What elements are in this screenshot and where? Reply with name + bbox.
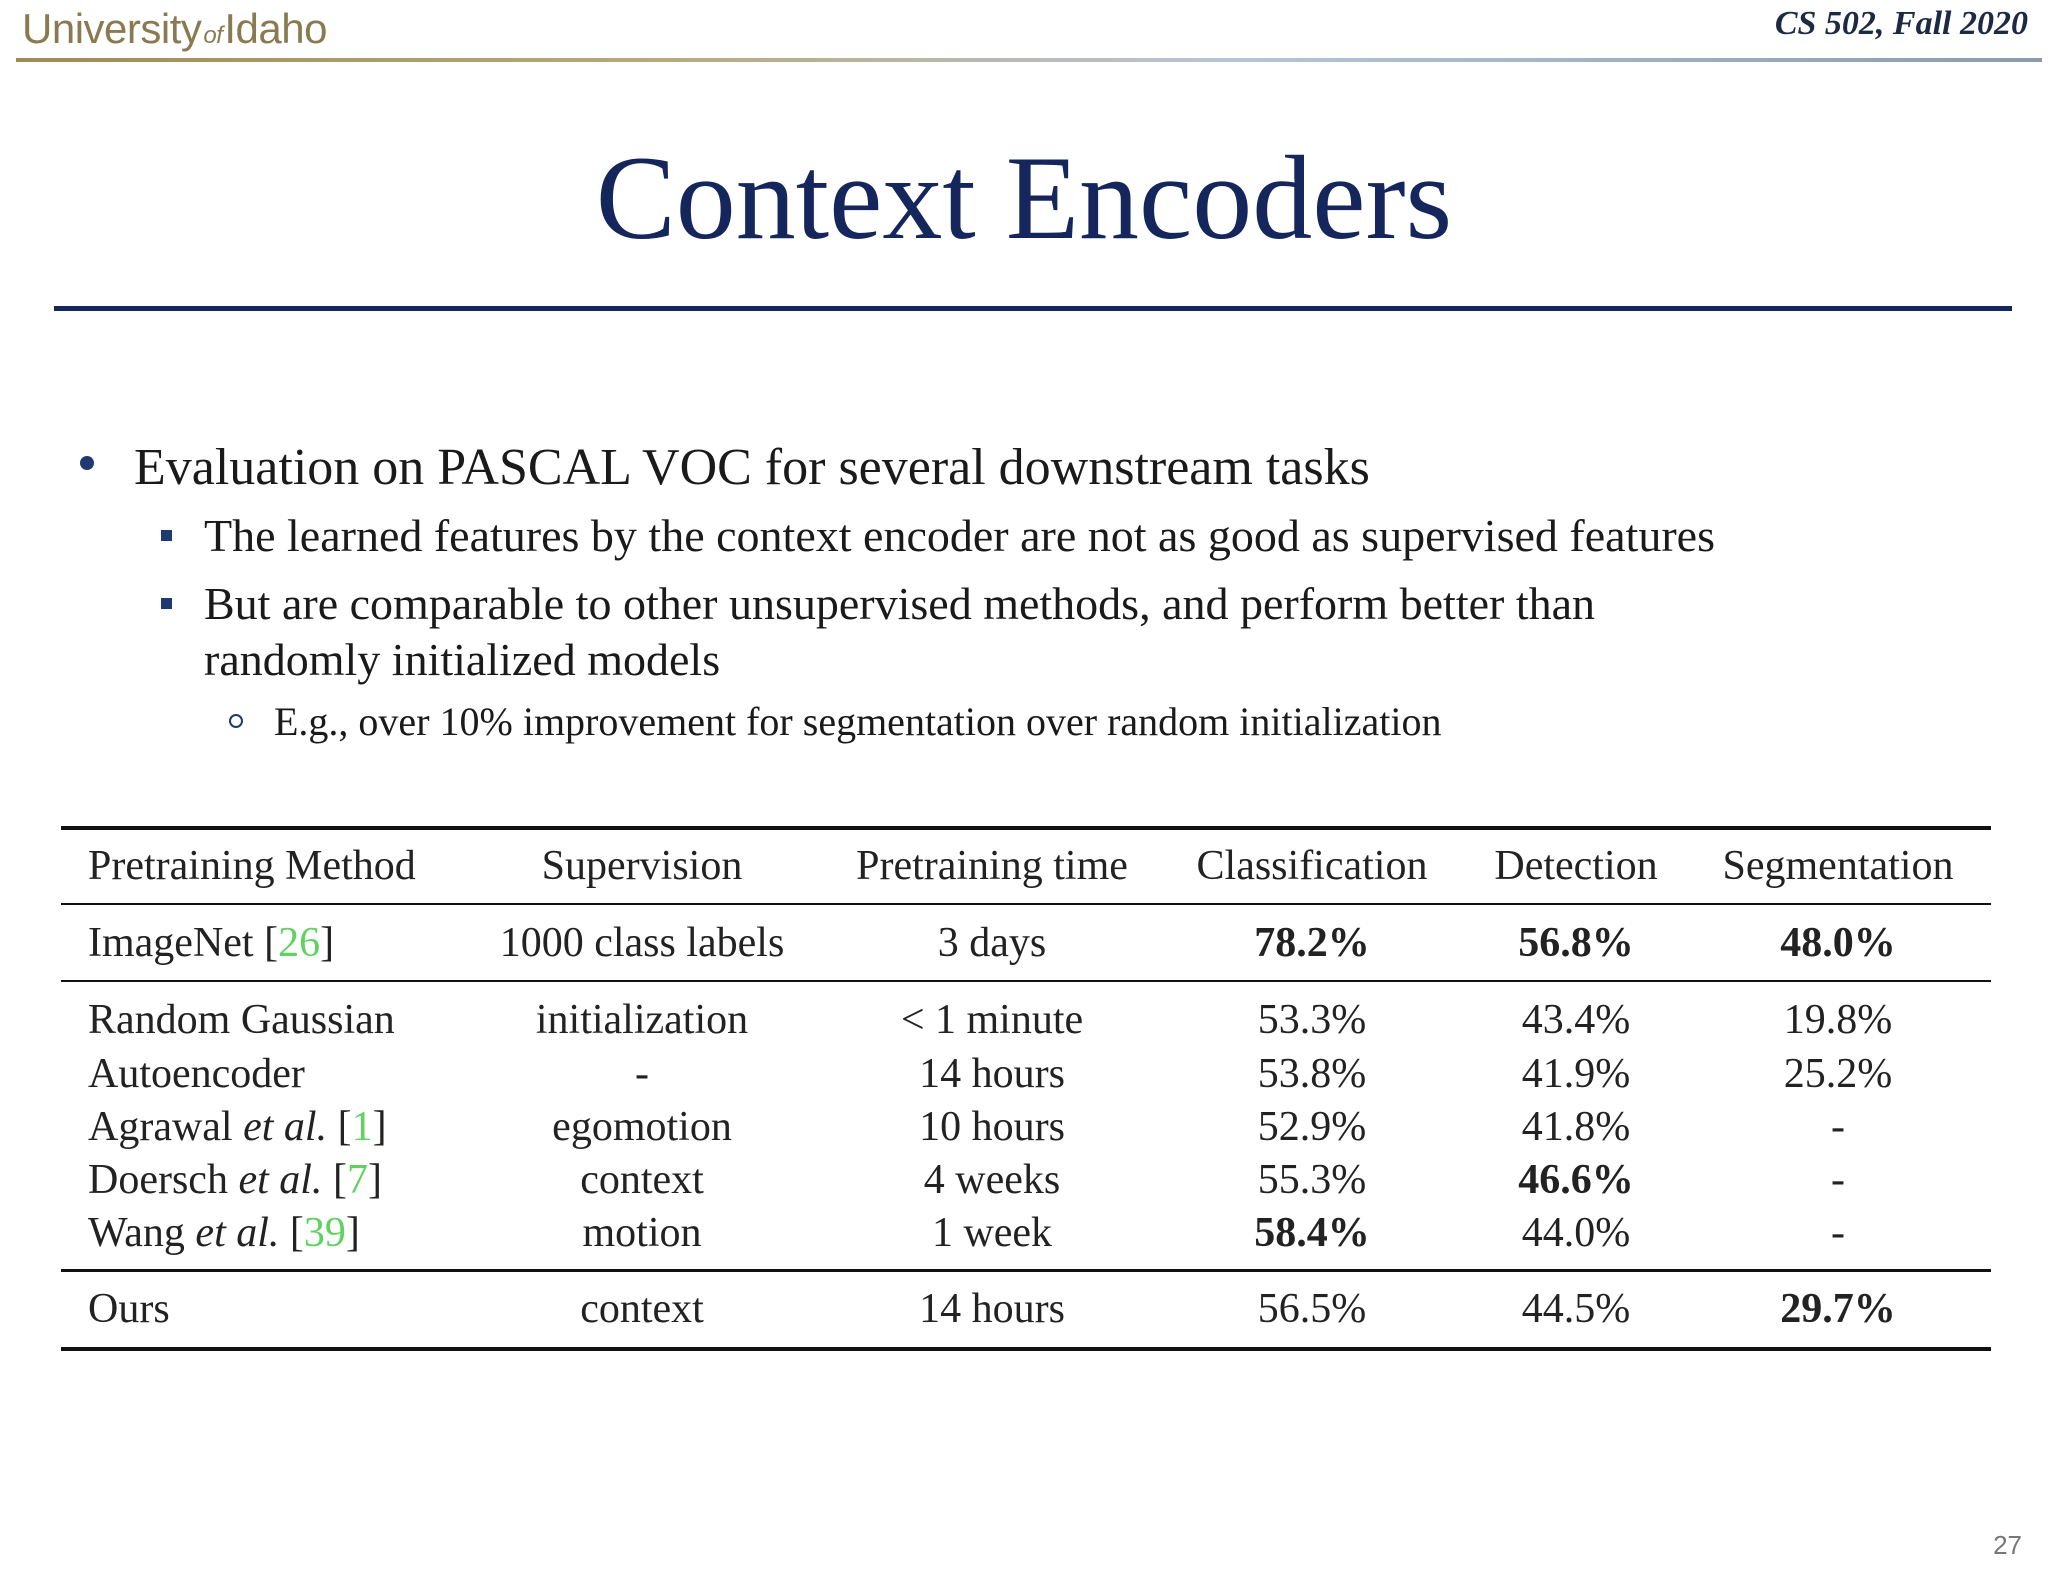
classification-cell: 58.4% <box>1254 1210 1370 1256</box>
method-name: Autoencoder <box>88 1051 305 1097</box>
supervision-cell: 1000 class labels <box>499 920 785 966</box>
table-bottom-rule <box>61 1347 1991 1351</box>
segmentation-cell: 25.2% <box>1783 1051 1893 1097</box>
logo-university-text: University <box>22 5 202 52</box>
table-header-rule <box>61 903 1991 905</box>
column-header: Pretraining Method <box>88 843 416 889</box>
citation-bracket: ] <box>372 1104 387 1150</box>
course-label: CS 502, Fall 2020 <box>1774 5 2028 42</box>
classification-cell: 53.3% <box>1257 997 1367 1043</box>
method-cell <box>88 1155 382 1205</box>
slide-title: Context Encoders <box>595 131 1453 264</box>
method-name: ImageNet <box>88 920 254 966</box>
method-cell <box>88 1284 170 1334</box>
method-et-al: et al. <box>243 1104 328 1150</box>
classification-cell: 53.8% <box>1257 1051 1367 1097</box>
citation-link[interactable]: 1 <box>351 1104 373 1150</box>
time-cell: 3 days <box>937 920 1047 966</box>
citation-link[interactable]: 7 <box>346 1157 368 1203</box>
citation-bracket: ] <box>367 1157 382 1203</box>
method-cell <box>88 918 334 968</box>
page-number: 27 <box>1993 1530 2022 1560</box>
supervision-cell: motion <box>582 1210 702 1256</box>
logo-of-text: of <box>203 22 223 49</box>
bullet-square-icon <box>161 598 172 609</box>
column-header: Supervision <box>541 843 743 889</box>
table-top-rule <box>61 826 1991 830</box>
bullet-level3: E.g., over 10% improvement for segmentation over random initialization <box>274 699 1442 744</box>
bullet-level1: Evaluation on PASCAL VOC for several downstream tasks <box>134 439 1370 496</box>
citation-bracket: [ <box>332 1157 347 1203</box>
method-cell <box>88 1208 360 1258</box>
bullet-circle-icon <box>229 714 243 728</box>
citation-bracket: ] <box>345 1210 360 1256</box>
method-name: Doersch <box>88 1157 228 1203</box>
detection-cell: 43.4% <box>1521 997 1631 1043</box>
citation-link[interactable]: 26 <box>278 920 321 966</box>
time-cell: 14 hours <box>919 1286 1065 1332</box>
slide-header <box>0 0 2048 64</box>
bullet-level2-item: The learned features by the context encoder are not as good as supervised features <box>204 510 1715 561</box>
method-et-al: et al. <box>238 1157 323 1203</box>
bullet-square-icon <box>161 530 172 541</box>
time-cell: < 1 minute <box>900 997 1084 1043</box>
detection-cell: 56.8% <box>1518 920 1634 966</box>
citation-bracket: ] <box>320 920 335 966</box>
table-group-rule <box>61 980 1991 982</box>
method-name: Wang <box>88 1210 185 1256</box>
header-divider <box>16 58 2042 62</box>
bullet-dot-icon <box>80 456 94 470</box>
citation-bracket: [ <box>264 920 279 966</box>
supervision-cell: context <box>580 1157 704 1203</box>
detection-cell: 44.0% <box>1521 1210 1631 1256</box>
segmentation-cell: 29.7% <box>1780 1286 1896 1332</box>
supervision-cell: initialization <box>535 997 749 1043</box>
method-name: Agrawal <box>88 1104 233 1150</box>
time-cell: 4 weeks <box>923 1157 1061 1203</box>
time-cell: 1 week <box>931 1210 1053 1256</box>
segmentation-cell: - <box>1831 1157 1845 1203</box>
supervision-cell: egomotion <box>552 1104 732 1150</box>
logo-idaho-text: Idaho <box>224 5 327 52</box>
supervision-cell: - <box>635 1051 649 1097</box>
citation-bracket: [ <box>289 1210 304 1256</box>
column-header: Segmentation <box>1722 843 1954 889</box>
column-header: Pretraining time <box>856 843 1128 889</box>
method-et-al: et al. <box>195 1210 280 1256</box>
time-cell: 14 hours <box>919 1051 1065 1097</box>
method-name: Ours <box>88 1286 170 1332</box>
method-cell <box>88 1049 305 1099</box>
classification-cell: 56.5% <box>1257 1286 1367 1332</box>
citation-link[interactable]: 39 <box>303 1210 346 1256</box>
segmentation-cell: 19.8% <box>1783 997 1893 1043</box>
method-name: Random Gaussian <box>88 997 395 1043</box>
time-cell: 10 hours <box>919 1104 1065 1150</box>
method-cell <box>88 1102 387 1152</box>
classification-cell: 55.3% <box>1257 1157 1367 1203</box>
classification-cell: 78.2% <box>1254 920 1370 966</box>
bullet-level2-item: But are comparable to other unsupervised methods, and perform better than <box>204 578 1596 629</box>
detection-cell: 41.8% <box>1521 1104 1631 1150</box>
table-group-rule <box>61 1269 1991 1272</box>
title-divider <box>54 306 2012 311</box>
citation-bracket: [ <box>337 1104 352 1150</box>
column-header: Detection <box>1494 843 1658 889</box>
segmentation-cell: - <box>1831 1210 1845 1256</box>
column-header: Classification <box>1196 843 1428 889</box>
segmentation-cell: - <box>1831 1104 1845 1150</box>
bullet-level2-continuation: randomly initialized models <box>204 634 721 685</box>
method-cell <box>88 995 395 1045</box>
detection-cell: 41.9% <box>1521 1051 1631 1097</box>
detection-cell: 44.5% <box>1521 1286 1631 1332</box>
segmentation-cell: 48.0% <box>1780 920 1896 966</box>
supervision-cell: context <box>580 1286 704 1332</box>
university-logo <box>22 4 327 54</box>
detection-cell: 46.6% <box>1518 1157 1634 1203</box>
classification-cell: 52.9% <box>1257 1104 1367 1150</box>
